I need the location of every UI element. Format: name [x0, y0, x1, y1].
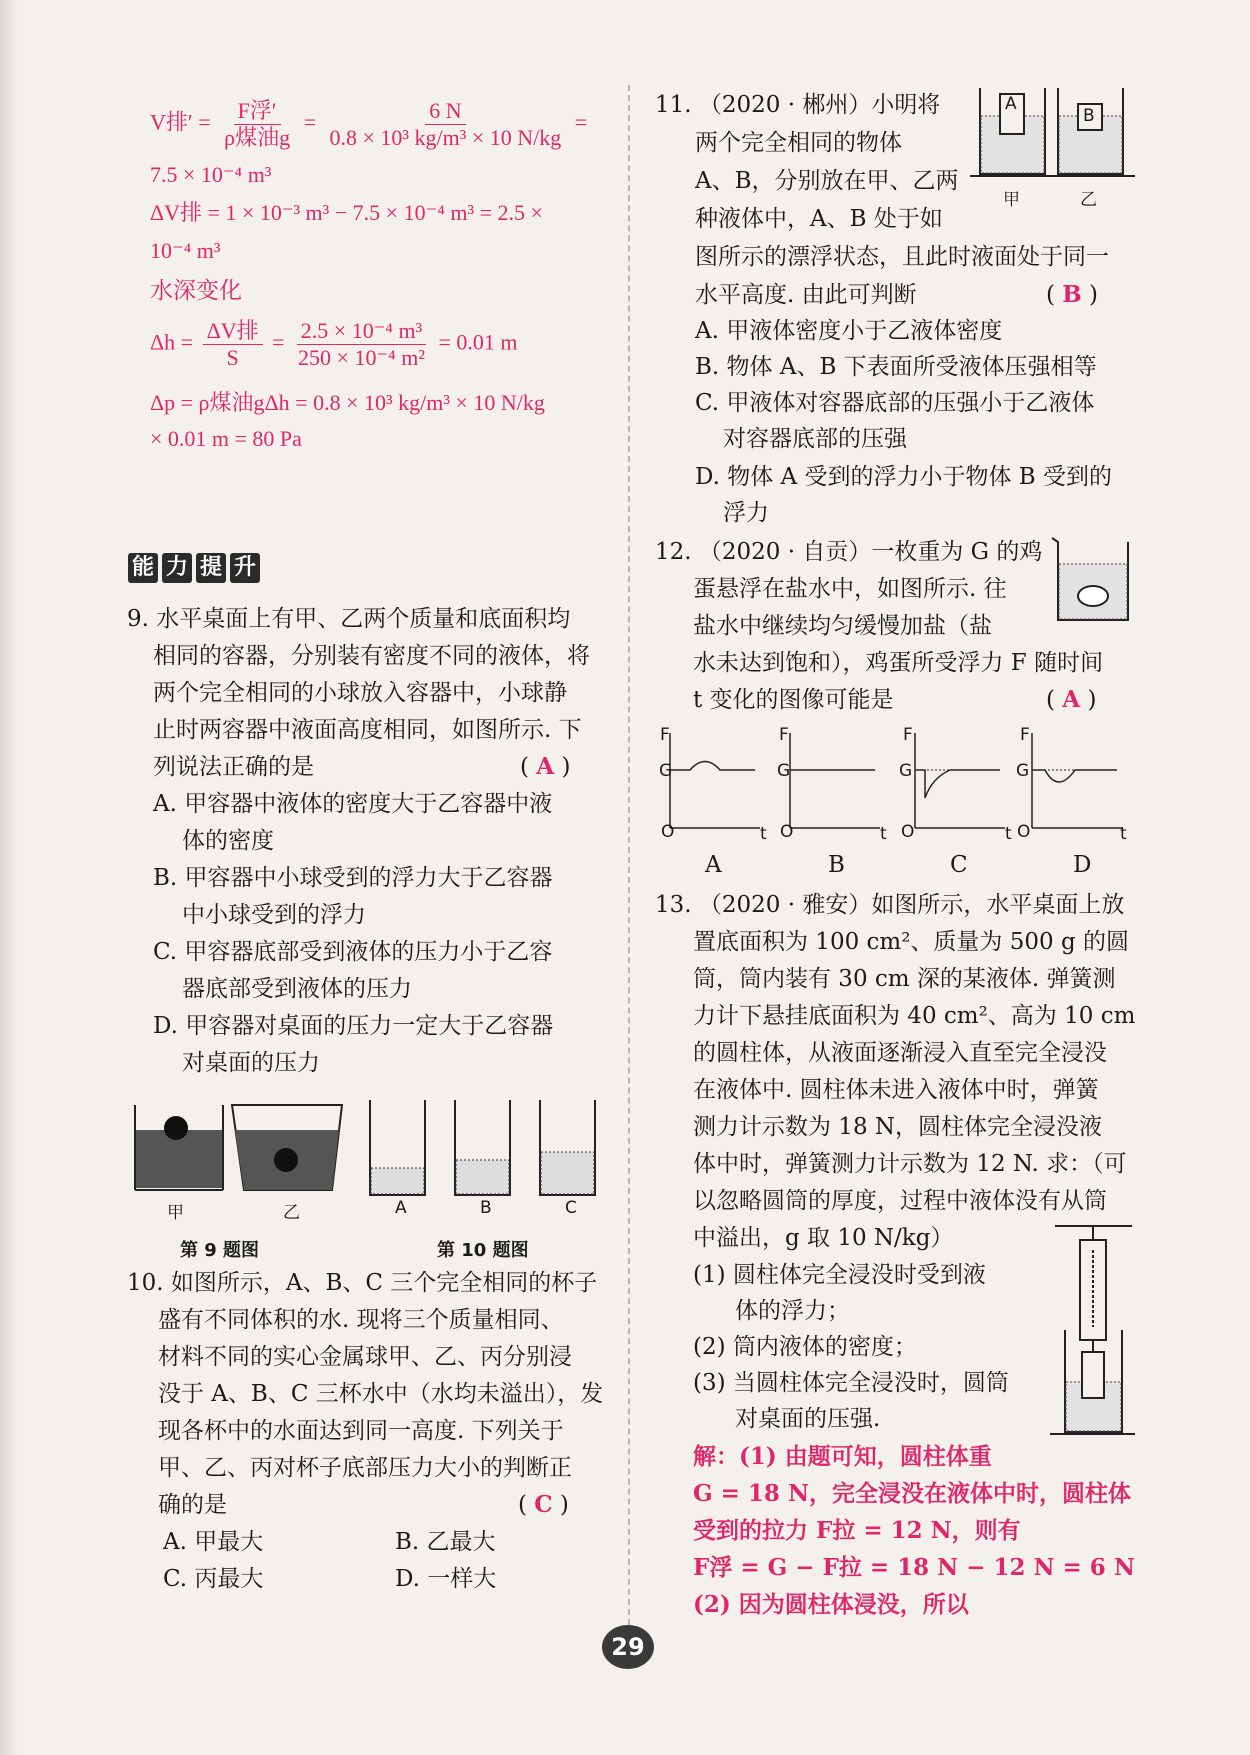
graph-d-origin: O: [1017, 822, 1031, 842]
q11-stem-line: 种液体中，A、B 处于如: [695, 206, 943, 232]
graph-a-x-axis: t: [760, 824, 767, 844]
fig11-label-jia: 甲: [1003, 190, 1020, 210]
fig10-label-c: C: [565, 1198, 577, 1218]
q10-option-c: C. 丙最大: [163, 1566, 264, 1592]
dv-line1: ΔV排 = 1 × 10⁻³ m³ − 7.5 × 10⁻⁴ m³ = 2.5 ×: [150, 200, 543, 225]
q12-answer: A: [1062, 686, 1081, 713]
fig11-box-a: A: [1005, 94, 1017, 114]
graph-b-origin: O: [780, 822, 794, 842]
q11-answer: B: [1062, 281, 1082, 308]
figure-12-graphs: [660, 728, 1130, 843]
q9-answer-bracket: ( A ): [520, 753, 571, 780]
q13-sub-1: (1) 圆柱体完全浸没时受到液: [693, 1262, 986, 1288]
q10-answer: C: [534, 1491, 553, 1518]
q13-stem-line: 的圆柱体，从液面逐渐浸入直至完全浸没: [693, 1040, 1107, 1066]
graph-b-y-axis: F: [779, 725, 789, 745]
fig9-label-jia: 甲: [167, 1203, 184, 1223]
column-divider: [628, 85, 630, 1645]
graph-d-g-label: G: [1016, 761, 1030, 781]
frac-numerator: ΔV排: [203, 318, 263, 345]
q13-stem-line: 中溢出，g 取 10 N/kg）: [693, 1225, 954, 1251]
q11-stem-line: 11. （2020 · 郴州）小明将: [655, 92, 941, 118]
figure-12-beaker: [1050, 538, 1135, 623]
q11-stem-line: 两个完全相同的物体: [695, 130, 902, 156]
q13-sub-3-cont: 对桌面的压强.: [735, 1406, 881, 1432]
graph-label-c: C: [950, 852, 968, 878]
q11-stem-line: 图所示的漂浮状态，且此时液面处于同一: [695, 244, 1109, 270]
q9-stem-line: 止时两容器中液面高度相同，如图所示. 下: [153, 717, 582, 743]
q12-stem-line: 水未达到饱和），鸡蛋所受浮力 F 随时间: [693, 650, 1104, 676]
graph-c-x-axis: t: [1005, 824, 1012, 844]
figure-9-and-10: [130, 1100, 600, 1220]
q13-solution-line: F浮 = G − F拉 = 18 N − 12 N = 6 N: [693, 1554, 1135, 1581]
fig11-label-yi: 乙: [1080, 190, 1097, 210]
q13-stem-line: 置底面积为 100 cm²、质量为 500 g 的圆: [693, 929, 1129, 955]
q9-stem-line: 列说法正确的是: [153, 754, 314, 780]
page-binding-edge: [0, 0, 18, 1755]
graph-c-y-axis: F: [903, 725, 913, 745]
q12-stem-line: 12. （2020 · 自贡）一枚重为 G 的鸡: [655, 539, 1043, 565]
q10-stem-line: 没于 A、B、C 三杯水中（水均未溢出），发: [158, 1381, 604, 1407]
fig10-label-b: B: [480, 1198, 492, 1218]
dp-line2: × 0.01 m = 80 Pa: [150, 426, 302, 451]
q9-option-a: A. 甲容器中液体的密度大于乙容器中液: [153, 791, 553, 817]
dp-line1: Δp = ρ煤油gΔh = 0.8 × 10³ kg/m³ × 10 N/kg: [150, 390, 545, 415]
figure-11: [970, 88, 1135, 178]
q12-stem-line: 盐水中继续均匀缓慢加盐（盐: [693, 613, 992, 639]
q10-stem-line: 甲、乙、丙对杯子底部压力大小的判断正: [158, 1455, 572, 1481]
q10-stem-line: 确的是: [158, 1492, 227, 1518]
vpai-formula: V排′ = $\frac{\text{F浮′}}{\text{ρ煤油g}}$ = $\frac{6 N}{\text{0.8 × 10³ kg/m³ × 10 N/kg}}$ =: [150, 98, 588, 150]
q13-stem-line: 测力计示数为 18 N，圆柱体完全浸没液: [693, 1114, 1103, 1140]
graph-d-x-axis: t: [1120, 824, 1127, 844]
q9-stem-line: 9. 水平桌面上有甲、乙两个质量和底面积均: [127, 606, 571, 632]
q9-option-c: C. 甲容器底部受到液体的压力小于乙容: [153, 939, 553, 965]
fig10-caption: 第 10 题图: [437, 1240, 529, 1261]
q13-solution-line: 解：(1) 由题可知，圆柱体重: [693, 1443, 992, 1470]
q13-stem-line: 在液体中. 圆柱体未进入液体中时，弹簧: [693, 1077, 1099, 1103]
page-number: 29: [602, 1625, 654, 1669]
dh-lhs: Δh =: [150, 329, 194, 355]
q12-stem-line: t 变化的图像可能是: [693, 687, 894, 713]
frac-denominator: S: [226, 345, 239, 370]
q11-option-b: B. 物体 A、B 下表面所受液体压强相等: [695, 354, 1097, 380]
q10-option-b: B. 乙最大: [395, 1529, 496, 1555]
dh-frac1: [203, 318, 263, 371]
frac-denominator: ρ煤油g: [224, 125, 291, 150]
q11-option-d-cont: 浮力: [723, 500, 769, 526]
fig9-caption: 第 9 题图: [180, 1240, 260, 1261]
q13-sub-3: (3) 当圆柱体完全浸没时，圆筒: [693, 1370, 1009, 1396]
vpai-result: 7.5 × 10⁻⁴ m³: [150, 162, 272, 187]
frac-numerator: 6 N: [425, 98, 465, 125]
fig10-label-a: A: [395, 1198, 407, 1218]
q9-option-c-cont: 器底部受到液体的压力: [182, 976, 412, 1002]
section-badge: [128, 553, 260, 583]
graph-d-y-axis: F: [1020, 725, 1030, 745]
dv-line2: 10⁻⁴ m³: [150, 238, 221, 263]
q13-stem-line: 以忽略圆筒的厚度，过程中液体没有从筒: [693, 1188, 1107, 1214]
graph-a-y-axis: F: [660, 725, 670, 745]
q13-stem-line: 筒，筒内装有 30 cm 深的某液体. 弹簧测: [693, 966, 1116, 992]
q13-stem-line: 力计下悬挂底面积为 40 cm²、高为 10 cm: [693, 1003, 1136, 1029]
q9-option-d: D. 甲容器对桌面的压力一定大于乙容器: [153, 1013, 554, 1039]
q9-stem-line: 相同的容器，分别装有密度不同的液体，将: [153, 643, 590, 669]
frac-numerator: 2.5 × 10⁻⁴ m³: [297, 318, 426, 345]
q10-answer-bracket: ( C ): [518, 1491, 569, 1518]
q13-solution-line: (2) 因为圆柱体浸没，所以: [693, 1591, 969, 1618]
q13-stem-line: 体中时，弹簧测力计示数为 12 N. 求：（可: [693, 1151, 1127, 1177]
badge-char: 升: [230, 553, 260, 583]
dh-formula: Δh = $\frac{\text{ΔV排}}{S}$ = $\frac{\text{2.5 × 10⁻⁴ m³}}{\text{250 × 10⁻⁴ m²}}$ = 0.01 m: [150, 318, 518, 370]
q9-option-a-cont: 体的密度: [182, 828, 274, 854]
q9-answer: A: [536, 753, 555, 780]
frac-denominator: 250 × 10⁻⁴ m²: [298, 345, 425, 370]
q11-option-c-cont: 对容器底部的压强: [723, 426, 907, 452]
q10-stem-line: 现各杯中的水面达到同一高度. 下列关于: [158, 1418, 564, 1444]
q12-answer-bracket: ( A ): [1046, 686, 1097, 713]
graph-label-a: A: [705, 852, 722, 878]
figure-13-apparatus: [1050, 1222, 1135, 1437]
q10-stem-line: 10. 如图所示，A、B、C 三个完全相同的杯子: [127, 1270, 598, 1296]
q11-option-a: A. 甲液体密度小于乙液体密度: [695, 318, 1003, 344]
q11-option-c: C. 甲液体对容器底部的压强小于乙液体: [695, 390, 1095, 416]
badge-char: 提: [196, 553, 226, 583]
q9-stem-line: 两个完全相同的小球放入容器中，小球静: [153, 680, 567, 706]
q12-stem-line: 蛋悬浮在盐水中，如图所示. 往: [693, 576, 1007, 602]
q13-solution-line: 受到的拉力 F拉 = 12 N，则有: [693, 1517, 1021, 1544]
q11-stem-line: 水平高度. 由此可判断: [695, 282, 917, 308]
graph-c-origin: O: [901, 822, 915, 842]
badge-char: 力: [162, 553, 192, 583]
q9-option-b: B. 甲容器中小球受到的浮力大于乙容器: [153, 865, 553, 891]
water-depth-heading: 水深变化: [150, 278, 242, 304]
graph-a-origin: O: [661, 822, 675, 842]
graph-b-g-label: G: [777, 761, 791, 781]
graph-b-x-axis: t: [880, 824, 887, 844]
vpai-frac2: [326, 98, 566, 151]
q13-stem-line: 13. （2020 · 雅安）如图所示，水平桌面上放: [655, 892, 1125, 918]
q13-solution-line: G = 18 N，完全浸没在液体中时，圆柱体: [693, 1480, 1131, 1507]
q13-sub-2: (2) 筒内液体的密度；: [693, 1334, 917, 1360]
q9-option-d-cont: 对桌面的压力: [182, 1050, 320, 1076]
fig9-label-yi: 乙: [283, 1203, 300, 1223]
q11-option-d: D. 物体 A 受到的浮力小于物体 B 受到的: [695, 464, 1112, 490]
vpai-frac1: [220, 98, 294, 151]
q11-answer-bracket: ( B ): [1046, 281, 1099, 308]
q9-option-b-cont: 中小球受到的浮力: [182, 902, 366, 928]
q10-option-a: A. 甲最大: [163, 1529, 264, 1555]
badge-char: 能: [128, 553, 158, 583]
frac-denominator: 0.8 × 10³ kg/m³ × 10 N/kg: [329, 125, 562, 150]
q10-stem-line: 盛有不同体积的水. 现将三个质量相同、: [158, 1307, 564, 1333]
vpai-lhs: V排′ =: [150, 109, 211, 135]
q11-stem-line: A、B，分别放在甲、乙两: [695, 168, 959, 194]
dh-result: = 0.01 m: [438, 329, 518, 355]
fig11-box-b: B: [1083, 106, 1095, 126]
graph-label-d: D: [1073, 852, 1092, 878]
q10-option-d: D. 一样大: [395, 1566, 497, 1592]
graph-c-g-label: G: [899, 761, 913, 781]
frac-numerator: F浮′: [234, 98, 281, 125]
dh-frac2: [294, 318, 429, 371]
q10-stem-line: 材料不同的实心金属球甲、乙、丙分别浸: [158, 1344, 572, 1370]
q13-sub-1-cont: 体的浮力；: [735, 1298, 850, 1324]
graph-label-b: B: [828, 852, 845, 878]
graph-a-g-label: G: [659, 761, 673, 781]
